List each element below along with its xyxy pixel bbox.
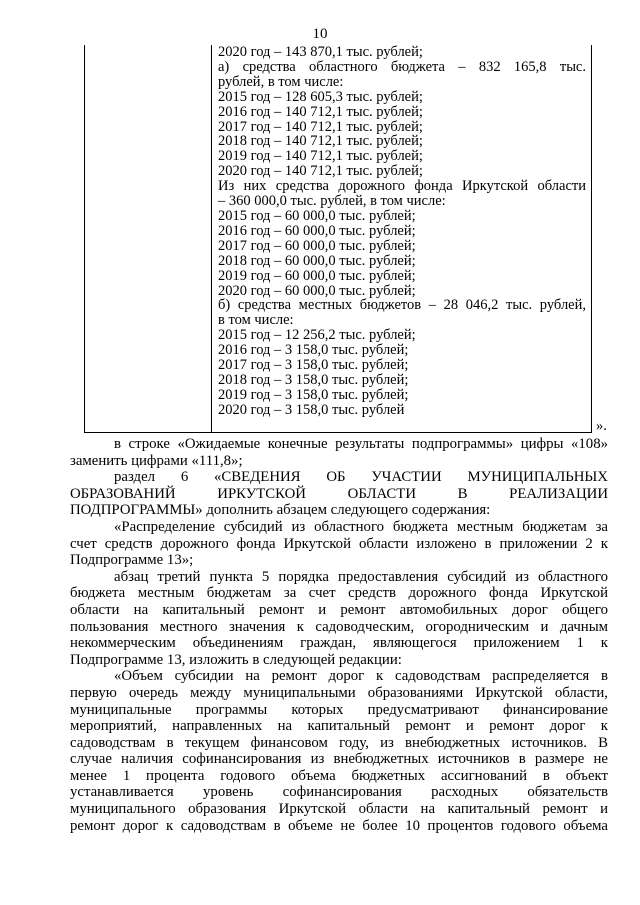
table-line: а) средства областного бюджета – 832 165,8 тыс. bbox=[218, 58, 586, 75]
table-line: 2020 год – 60 000,0 тыс. рублей; bbox=[218, 282, 416, 299]
paragraph-line: в строке «Ожидаемые конечные результаты подпрограммы» цифры «108» bbox=[114, 436, 608, 452]
paragraph-line: пользования местного значения к садоводческим, огородническим и дачным bbox=[70, 618, 608, 635]
paragraph-line: менее 1 процента годового объема бюджетных ассигнований в объект bbox=[70, 767, 608, 784]
paragraph-line: устанавливается уровень софинансирования расходных обязательств bbox=[70, 784, 608, 801]
paragraph-line: раздел 6 «СВЕДЕНИЯ ОБ УЧАСТИИ МУНИЦИПАЛЬНЫХ bbox=[114, 469, 608, 486]
table-line: – 360 000,0 тыс. рублей, в том числе: bbox=[218, 193, 446, 210]
paragraph-line: заменить цифрами «111,8»; bbox=[70, 452, 243, 469]
table-line: 2020 год – 140 712,1 тыс. рублей; bbox=[218, 163, 423, 180]
closing-quote: ». bbox=[596, 418, 607, 434]
table-line: б) средства местных бюджетов – 28 046,2 тыс. рублей, bbox=[218, 297, 586, 314]
paragraph-line: мероприятий, направленных на капитальный ремонт и ремонт дорог к bbox=[70, 718, 608, 735]
paragraph bbox=[70, 436, 608, 469]
paragraph-line: абзац третий пункта 5 порядка предоставления субсидий из областного bbox=[114, 568, 608, 585]
paragraph-line: ОБРАЗОВАНИЙ ИРКУТСКОЙ ОБЛАСТИ В РЕАЛИЗАЦИИ bbox=[70, 485, 608, 502]
table-line: 2016 год – 60 000,0 тыс. рублей; bbox=[218, 222, 416, 239]
table-line: 2020 год – 3 158,0 тыс. рублей bbox=[218, 401, 405, 418]
paragraph-line: некоммерческим объединениям граждан, являющегося приложением 1 к bbox=[70, 635, 608, 652]
paragraph bbox=[70, 569, 608, 669]
table-value-cell bbox=[218, 45, 586, 418]
paragraph-line: первую очередь между муниципальными образованиями Иркутской области, bbox=[70, 684, 608, 701]
budget-table bbox=[84, 45, 592, 433]
paragraph-line: ПОДПРОГРАММЫ» дополнить абзацем следующего содержания: bbox=[70, 502, 491, 519]
table-line: 2020 год – 143 870,1 тыс. рублей; bbox=[218, 44, 423, 60]
table-line: 2019 год – 140 712,1 тыс. рублей; bbox=[218, 148, 423, 165]
paragraph-line: бюджета местным бюджетам за счет средств дорожного фонда Иркутской bbox=[70, 585, 608, 602]
paragraph-line: случае наличия софинансирования из внебюджетных источников в размере не bbox=[70, 751, 608, 768]
paragraph-line: Подпрограмме 13, изложить в следующей редакции: bbox=[70, 651, 402, 668]
paragraph-line: области на капитальный ремонт и ремонт автомобильных дорог общего bbox=[70, 601, 608, 618]
paragraph-line: Подпрограмме 13»; bbox=[70, 552, 194, 569]
paragraph-line: муниципального образования Иркутской области на капитальный ремонт и bbox=[70, 801, 608, 818]
paragraph-line: «Распределение субсидий из областного бюджета местным бюджетам за bbox=[114, 518, 608, 535]
paragraph bbox=[70, 469, 608, 519]
paragraph-line: счет средств дорожного фонда Иркутской области изложено в приложении 2 к bbox=[70, 535, 608, 552]
paragraph-line: садоводствам в текущем финансовом году, из внебюджетных источников. В bbox=[70, 734, 608, 751]
table-line: 2016 год – 140 712,1 тыс. рублей; bbox=[218, 103, 423, 120]
paragraph bbox=[70, 519, 608, 569]
table-line: 2017 год – 3 158,0 тыс. рублей; bbox=[218, 357, 409, 374]
body-text bbox=[70, 436, 608, 834]
page-number: 10 bbox=[312, 26, 328, 42]
table-line: Из них средства дорожного фонда Иркутской области bbox=[218, 178, 586, 195]
table-line: в том числе: bbox=[218, 312, 294, 329]
table-line: 2018 год – 3 158,0 тыс. рублей; bbox=[218, 371, 409, 388]
paragraph-line: ремонт дорог к садоводствам в объеме не более 10 процентов годового объема bbox=[70, 817, 608, 834]
table-label-cell bbox=[85, 45, 212, 432]
table-line: 2019 год – 60 000,0 тыс. рублей; bbox=[218, 267, 416, 284]
table-line: 2018 год – 60 000,0 тыс. рублей; bbox=[218, 252, 416, 269]
table-line: 2015 год – 60 000,0 тыс. рублей; bbox=[218, 207, 416, 224]
table-line: 2015 год – 128 605,3 тыс. рублей; bbox=[218, 88, 423, 105]
table-line: 2017 год – 60 000,0 тыс. рублей; bbox=[218, 237, 416, 254]
table-line: 2019 год – 3 158,0 тыс. рублей; bbox=[218, 386, 409, 403]
paragraph-line: муниципальные программы которых предусматривают финансирование bbox=[70, 701, 608, 718]
table-line: 2016 год – 3 158,0 тыс. рублей; bbox=[218, 342, 409, 359]
table-line: 2018 год – 140 712,1 тыс. рублей; bbox=[218, 133, 423, 150]
table-line: рублей, в том числе: bbox=[218, 73, 344, 90]
paragraph bbox=[70, 668, 608, 834]
table-line: 2017 год – 140 712,1 тыс. рублей; bbox=[218, 118, 423, 135]
table-line: 2015 год – 12 256,2 тыс. рублей; bbox=[218, 327, 416, 344]
paragraph-line: «Объем субсидии на ремонт дорог к садоводствам распределяется в bbox=[114, 668, 608, 685]
